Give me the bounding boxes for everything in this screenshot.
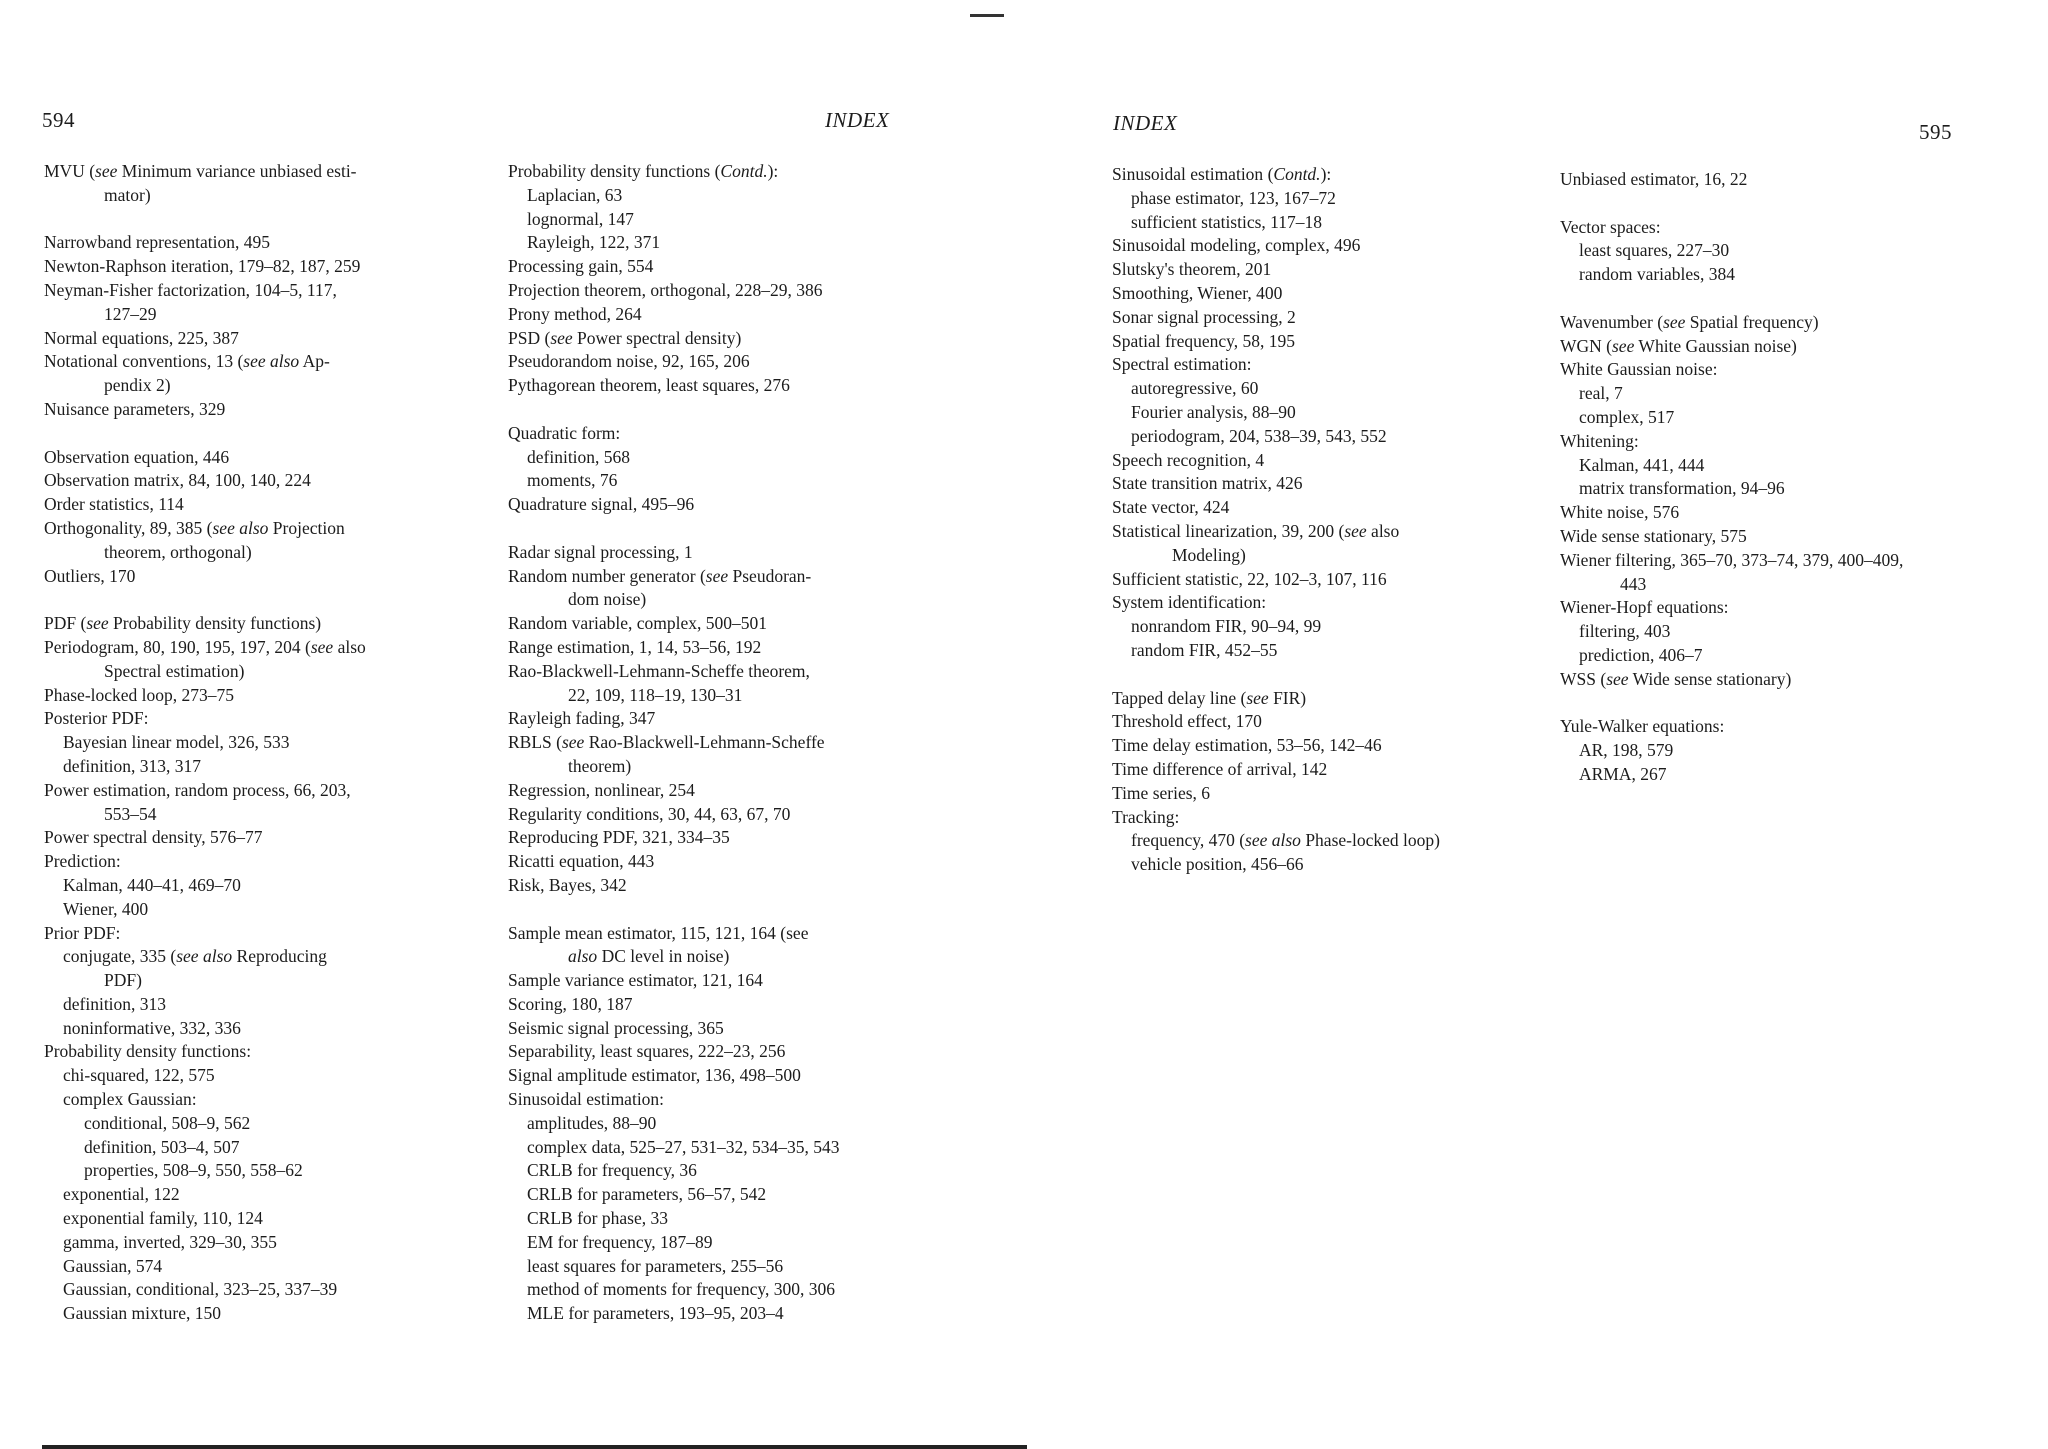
index-entry xyxy=(508,660,840,708)
entry-text: random variables, 384 xyxy=(1579,264,1735,285)
index-subentry xyxy=(1112,639,1440,663)
index-entry xyxy=(508,303,840,327)
index-subentry xyxy=(1560,239,1903,263)
entry-continuation: 127–29 xyxy=(104,303,157,324)
index-entry xyxy=(1560,501,1903,525)
entry-text: Normal equations, 225, 387 xyxy=(44,327,239,348)
index-entry xyxy=(44,850,366,874)
index-subentry xyxy=(44,1302,366,1326)
entry-text: Rayleigh fading, 347 xyxy=(508,708,656,729)
index-subentry xyxy=(508,446,840,470)
index-entry xyxy=(44,446,366,470)
entry-text: Risk, Bayes, 342 xyxy=(508,874,627,895)
entry-text: Probability density functions: xyxy=(44,1041,252,1062)
entry-text: Regularity conditions, 30, 44, 63, 67, 70 xyxy=(508,803,791,824)
entry-text: conjugate, 335 (see also Reproducing xyxy=(63,946,327,967)
entry-text: least squares for parameters, 255–56 xyxy=(527,1255,784,1276)
index-gap xyxy=(1560,287,1903,311)
entry-text: filtering, 403 xyxy=(1579,621,1671,642)
entry-text: Rao-Blackwell-Lehmann-Scheffe theorem, xyxy=(508,660,810,681)
index-subentry xyxy=(1560,644,1903,668)
index-gap xyxy=(44,588,366,612)
index-entry xyxy=(1112,163,1440,187)
left-page xyxy=(0,0,1024,1446)
index-entry xyxy=(508,160,840,184)
index-entry xyxy=(508,255,840,279)
index-entry xyxy=(1560,596,1903,620)
entry-text: chi-squared, 122, 575 xyxy=(63,1065,215,1086)
entry-text: Prior PDF: xyxy=(44,922,121,943)
entry-text: sufficient statistics, 117–18 xyxy=(1131,211,1323,232)
entry-text: method of moments for frequency, 300, 306 xyxy=(527,1279,835,1300)
index-entry xyxy=(508,1064,840,1088)
entry-text: matrix transformation, 94–96 xyxy=(1579,478,1785,499)
index-subentry xyxy=(44,755,366,779)
entry-text: Spectral estimation: xyxy=(1112,354,1252,375)
entry-text: Sinusoidal modeling, complex, 496 xyxy=(1112,235,1361,256)
index-entry xyxy=(1560,358,1903,382)
index-entry xyxy=(44,636,366,684)
index-gap xyxy=(508,898,840,922)
index-gap xyxy=(44,422,366,446)
index-entry xyxy=(508,422,840,446)
index-subentry xyxy=(44,1112,366,1136)
entry-text: Pythagorean theorem, least squares, 276 xyxy=(508,375,790,396)
entry-text: Unbiased estimator, 16, 22 xyxy=(1560,169,1748,189)
index-entry xyxy=(44,612,366,636)
entry-text: Spatial frequency, 58, 195 xyxy=(1112,330,1296,351)
entry-continuation: Spectral estimation) xyxy=(104,660,245,681)
index-subentry xyxy=(44,1183,366,1207)
entry-text: Gaussian mixture, 150 xyxy=(63,1303,221,1324)
entry-text: Sinusoidal estimation (Contd.): xyxy=(1112,164,1332,184)
entry-text: Random number generator (see Pseudoran- xyxy=(508,565,812,586)
entry-text: CRLB for parameters, 56–57, 542 xyxy=(527,1184,767,1205)
entry-text: Vector spaces: xyxy=(1560,216,1661,237)
entry-text: Posterior PDF: xyxy=(44,708,149,729)
index-subentry xyxy=(508,231,840,255)
entry-continuation: also DC level in noise) xyxy=(568,946,730,967)
entry-text: amplitudes, 88–90 xyxy=(527,1112,657,1133)
index-entry xyxy=(44,469,366,493)
index-subentry xyxy=(1560,477,1903,501)
entry-text: Speech recognition, 4 xyxy=(1112,449,1265,470)
index-entry xyxy=(1560,549,1903,597)
entry-continuation: 553–54 xyxy=(104,803,157,824)
index-entry xyxy=(1112,258,1440,282)
entry-text: prediction, 406–7 xyxy=(1579,644,1703,665)
entry-text: Radar signal processing, 1 xyxy=(508,541,693,562)
entry-text: Notational conventions, 13 (see also Ap- xyxy=(44,351,330,372)
entry-text: Signal amplitude estimator, 136, 498–500 xyxy=(508,1065,801,1086)
entry-continuation: 443 xyxy=(1620,573,1647,594)
entry-text: Pseudorandom noise, 92, 165, 206 xyxy=(508,351,750,372)
index-entry xyxy=(508,779,840,803)
index-subentry xyxy=(1112,829,1440,853)
entry-text: Random variable, complex, 500–501 xyxy=(508,613,768,634)
entry-text: Bayesian linear model, 326, 533 xyxy=(63,732,290,753)
entry-text: Orthogonality, 89, 385 (see also Projection xyxy=(44,517,345,538)
index-entry xyxy=(44,279,366,327)
entry-text: Nuisance parameters, 329 xyxy=(44,398,226,419)
entry-text: Threshold effect, 170 xyxy=(1112,711,1262,732)
index-entry xyxy=(1560,668,1903,692)
running-head: INDEX xyxy=(825,108,890,132)
entry-text: Smoothing, Wiener, 400 xyxy=(1112,282,1283,303)
index-entry xyxy=(508,636,840,660)
index-subentry xyxy=(44,1136,366,1160)
index-entry xyxy=(1112,734,1440,758)
index-entry xyxy=(1112,782,1440,806)
entry-text: Wiener filtering, 365–70, 373–74, 379, 400–409, xyxy=(1560,549,1904,570)
entry-text: State vector, 424 xyxy=(1112,497,1230,518)
index-entry xyxy=(1112,496,1440,520)
entry-text: complex, 517 xyxy=(1579,406,1675,427)
entry-text: periodogram, 204, 538–39, 543, 552 xyxy=(1131,425,1387,446)
index-subentry xyxy=(508,1302,840,1326)
entry-text: Time delay estimation, 53–56, 142–46 xyxy=(1112,735,1382,756)
index-entry xyxy=(508,1088,840,1112)
index-subentry xyxy=(1560,263,1903,287)
index-entry xyxy=(508,327,840,351)
right-page xyxy=(1024,0,2048,1446)
index-entry xyxy=(1112,282,1440,306)
index-entry xyxy=(1560,335,1903,359)
index-entry xyxy=(508,826,840,850)
index-subentry xyxy=(508,1278,840,1302)
entry-continuation: dom noise) xyxy=(568,589,647,610)
index-subentry xyxy=(44,1017,366,1041)
index-entry xyxy=(1560,525,1903,549)
entry-text: Sample mean estimator, 115, 121, 164 (see xyxy=(508,922,809,943)
entry-text: Slutsky's theorem, 201 xyxy=(1112,259,1272,280)
index-subentry xyxy=(1560,739,1903,763)
index-entry xyxy=(508,1017,840,1041)
entry-text: Separability, least squares, 222–23, 256 xyxy=(508,1041,786,1062)
entry-text: Observation equation, 446 xyxy=(44,446,230,467)
index-entry xyxy=(508,1040,840,1064)
entry-text: definition, 313 xyxy=(63,993,167,1014)
entry-text: White noise, 576 xyxy=(1560,502,1680,523)
index-entry xyxy=(1112,472,1440,496)
index-gap xyxy=(1560,192,1903,216)
entry-text: Observation matrix, 84, 100, 140, 224 xyxy=(44,470,311,491)
entry-text: CRLB for frequency, 36 xyxy=(527,1160,697,1181)
index-entry xyxy=(508,731,840,779)
entry-text: conditional, 508–9, 562 xyxy=(84,1112,251,1133)
index-entry xyxy=(1112,234,1440,258)
entry-text: RBLS (see Rao-Blackwell-Lehmann-Scheffe xyxy=(508,732,825,753)
entry-text: Regression, nonlinear, 254 xyxy=(508,779,695,800)
index-subentry xyxy=(1560,620,1903,644)
entry-text: complex data, 525–27, 531–32, 534–35, 543 xyxy=(527,1136,840,1157)
index-subentry xyxy=(44,1231,366,1255)
index-entry xyxy=(44,684,366,708)
index-entry xyxy=(508,874,840,898)
entry-text: exponential, 122 xyxy=(63,1184,180,1205)
running-head: INDEX xyxy=(1113,111,1178,135)
index-gap xyxy=(44,208,366,232)
entry-text: Yule-Walker equations: xyxy=(1560,716,1725,737)
index-entry xyxy=(508,612,840,636)
entry-text: WGN (see White Gaussian noise) xyxy=(1560,335,1797,356)
entry-text: Kalman, 440–41, 469–70 xyxy=(63,874,241,895)
index-entry xyxy=(1112,710,1440,734)
entry-text: Scoring, 180, 187 xyxy=(508,993,633,1014)
index-subentry xyxy=(44,993,366,1017)
entry-text: Gaussian, 574 xyxy=(63,1255,163,1276)
index-subentry xyxy=(44,1207,366,1231)
index-subentry xyxy=(44,1159,366,1183)
index-column-right-1 xyxy=(1112,163,1440,877)
entry-text: Whitening: xyxy=(1560,430,1639,451)
index-entry xyxy=(1112,330,1440,354)
entry-text: Phase-locked loop, 273–75 xyxy=(44,684,235,705)
index-subentry xyxy=(508,1183,840,1207)
entry-text: real, 7 xyxy=(1579,383,1623,404)
entry-text: gamma, inverted, 329–30, 355 xyxy=(63,1231,277,1252)
index-entry xyxy=(44,517,366,565)
entry-text: State transition matrix, 426 xyxy=(1112,473,1303,494)
index-entry xyxy=(508,850,840,874)
entry-text: nonrandom FIR, 90–94, 99 xyxy=(1131,616,1322,637)
entry-continuation: mator) xyxy=(104,184,151,205)
entry-text: Gaussian, conditional, 323–25, 337–39 xyxy=(63,1279,338,1300)
index-subentry xyxy=(44,1255,366,1279)
index-entry xyxy=(1560,216,1903,240)
index-column-left-2 xyxy=(508,160,840,1326)
index-subentry xyxy=(508,1159,840,1183)
scan-mark xyxy=(970,14,1004,17)
entry-text: Prony method, 264 xyxy=(508,303,642,324)
entry-text: Wavenumber (see Spatial frequency) xyxy=(1560,311,1819,332)
index-entry xyxy=(1560,430,1903,454)
entry-text: Narrowband representation, 495 xyxy=(44,232,270,253)
entry-text: Tapped delay line (see FIR) xyxy=(1112,687,1307,708)
entry-continuation: 22, 109, 118–19, 130–31 xyxy=(568,684,743,705)
index-subentry xyxy=(1112,211,1440,235)
index-entry xyxy=(1112,687,1440,711)
entry-text: White Gaussian noise: xyxy=(1560,359,1718,380)
entry-text: Wiener, 400 xyxy=(63,898,149,919)
index-entry xyxy=(508,350,840,374)
index-gap xyxy=(1112,663,1440,687)
entry-text: moments, 76 xyxy=(527,470,618,491)
entry-text: AR, 198, 579 xyxy=(1579,740,1674,761)
entry-text: Time difference of arrival, 142 xyxy=(1112,758,1328,779)
entry-text: Processing gain, 554 xyxy=(508,256,654,277)
index-subentry xyxy=(44,874,366,898)
index-entry xyxy=(1112,806,1440,830)
index-subentry xyxy=(1560,763,1903,787)
entry-text: Quadratic form: xyxy=(508,422,621,443)
index-entry xyxy=(44,350,366,398)
entry-text: MLE for parameters, 193–95, 203–4 xyxy=(527,1303,784,1324)
entry-text: Laplacian, 63 xyxy=(527,184,623,205)
index-entry xyxy=(1112,591,1440,615)
index-entry xyxy=(508,493,840,517)
index-entry xyxy=(508,993,840,1017)
entry-text: frequency, 470 (see also Phase-locked loop) xyxy=(1131,830,1440,851)
entry-text: Order statistics, 114 xyxy=(44,494,184,515)
entry-continuation: theorem) xyxy=(568,755,632,776)
entry-text: Kalman, 441, 444 xyxy=(1579,454,1705,475)
entry-text: System identification: xyxy=(1112,592,1267,613)
entry-text: ARMA, 267 xyxy=(1579,763,1667,784)
index-entry xyxy=(44,826,366,850)
index-subentry xyxy=(508,1136,840,1160)
index-entry xyxy=(44,398,366,422)
index-gap xyxy=(1560,692,1903,716)
index-subentry xyxy=(1560,382,1903,406)
index-entry xyxy=(508,541,840,565)
entry-text: Sonar signal processing, 2 xyxy=(1112,306,1296,327)
index-entry xyxy=(1112,568,1440,592)
entry-text: WSS (see Wide sense stationary) xyxy=(1560,668,1792,689)
entry-text: Statistical linearization, 39, 200 (see also xyxy=(1112,520,1400,541)
entry-text: autoregressive, 60 xyxy=(1131,378,1259,399)
index-entry xyxy=(508,279,840,303)
entry-continuation: theorem, orthogonal) xyxy=(104,541,252,562)
entry-text: Newton-Raphson iteration, 179–82, 187, 259 xyxy=(44,256,361,277)
index-entry xyxy=(1560,168,1903,192)
index-entry xyxy=(1112,520,1440,568)
index-gap xyxy=(508,398,840,422)
index-subentry xyxy=(508,469,840,493)
index-entry xyxy=(44,327,366,351)
index-subentry xyxy=(44,731,366,755)
entry-text: CRLB for phase, 33 xyxy=(527,1208,668,1229)
index-subentry xyxy=(44,898,366,922)
index-entry xyxy=(44,493,366,517)
index-entry xyxy=(44,1040,366,1064)
entry-text: Quadrature signal, 495–96 xyxy=(508,494,695,515)
entry-continuation: Modeling) xyxy=(1172,544,1246,565)
entry-text: properties, 508–9, 550, 558–62 xyxy=(84,1160,303,1181)
index-subentry xyxy=(508,208,840,232)
index-entry xyxy=(44,565,366,589)
index-subentry xyxy=(44,1278,366,1302)
index-entry xyxy=(508,922,840,970)
index-subentry xyxy=(44,1064,366,1088)
entry-text: Fourier analysis, 88–90 xyxy=(1131,401,1296,422)
index-subentry xyxy=(1112,853,1440,877)
index-entry xyxy=(1112,306,1440,330)
index-gap xyxy=(508,517,840,541)
index-subentry xyxy=(1112,187,1440,211)
index-entry xyxy=(1560,715,1903,739)
index-subentry xyxy=(508,1255,840,1279)
index-entry xyxy=(508,803,840,827)
index-subentry xyxy=(44,945,366,993)
entry-text: least squares, 227–30 xyxy=(1579,240,1730,261)
entry-text: Sinusoidal estimation: xyxy=(508,1089,665,1110)
entry-text: Reproducing PDF, 321, 334–35 xyxy=(508,827,730,848)
entry-text: Neyman-Fisher factorization, 104–5, 117, xyxy=(44,279,337,300)
entry-text: Wiener-Hopf equations: xyxy=(1560,597,1729,618)
index-entry xyxy=(508,707,840,731)
page-number: 595 xyxy=(1919,120,1952,144)
index-subentry xyxy=(1560,454,1903,478)
entry-text: Wide sense stationary, 575 xyxy=(1560,525,1747,546)
entry-text: definition, 503–4, 507 xyxy=(84,1136,240,1157)
index-entry xyxy=(508,374,840,398)
index-entry xyxy=(508,969,840,993)
index-entry xyxy=(1112,449,1440,473)
entry-text: PDF (see Probability density functions) xyxy=(44,613,322,634)
index-subentry xyxy=(1112,401,1440,425)
entry-text: Power estimation, random process, 66, 203, xyxy=(44,779,351,800)
index-subentry xyxy=(1560,406,1903,430)
entry-text: Seismic signal processing, 365 xyxy=(508,1017,724,1038)
index-subentry xyxy=(1112,615,1440,639)
index-subentry xyxy=(508,1112,840,1136)
entry-text: PSD (see Power spectral density) xyxy=(508,327,742,348)
entry-continuation: pendix 2) xyxy=(104,375,171,396)
page-number: 594 xyxy=(42,108,75,132)
index-entry xyxy=(44,160,366,208)
entry-text: random FIR, 452–55 xyxy=(1131,639,1278,660)
entry-text: MVU (see Minimum variance unbiased esti- xyxy=(44,161,357,181)
entry-text: Periodogram, 80, 190, 195, 197, 204 (see also xyxy=(44,636,366,657)
entry-text: Time series, 6 xyxy=(1112,782,1211,803)
index-subentry xyxy=(508,1231,840,1255)
index-entry xyxy=(44,922,366,946)
entry-text: vehicle position, 456–66 xyxy=(1131,854,1304,875)
entry-text: phase estimator, 123, 167–72 xyxy=(1131,187,1336,208)
entry-text: Power spectral density, 576–77 xyxy=(44,827,263,848)
entry-text: Range estimation, 1, 14, 53–56, 192 xyxy=(508,636,762,657)
index-entry xyxy=(44,779,366,827)
entry-text: definition, 568 xyxy=(527,446,631,467)
entry-text: Outliers, 170 xyxy=(44,565,136,586)
entry-text: Tracking: xyxy=(1112,806,1180,827)
entry-text: lognormal, 147 xyxy=(527,208,634,229)
entry-text: Sample variance estimator, 121, 164 xyxy=(508,970,763,991)
entry-text: complex Gaussian: xyxy=(63,1089,197,1110)
index-entry xyxy=(44,255,366,279)
entry-text: definition, 313, 317 xyxy=(63,755,202,776)
entry-text: EM for frequency, 187–89 xyxy=(527,1231,713,1252)
entry-text: exponential family, 110, 124 xyxy=(63,1208,263,1229)
index-entry xyxy=(44,707,366,731)
index-column-left-1 xyxy=(44,160,366,1326)
index-entry xyxy=(1112,758,1440,782)
entry-text: Prediction: xyxy=(44,851,121,872)
index-column-right-2 xyxy=(1560,168,1903,787)
index-subentry xyxy=(1112,377,1440,401)
entry-text: Ricatti equation, 443 xyxy=(508,851,655,872)
index-subentry xyxy=(508,184,840,208)
index-subentry xyxy=(44,1088,366,1112)
index-entry xyxy=(1112,353,1440,377)
entry-text: noninformative, 332, 336 xyxy=(63,1017,241,1038)
entry-text: Sufficient statistic, 22, 102–3, 107, 116 xyxy=(1112,568,1387,589)
index-entry xyxy=(508,565,840,613)
index-entry xyxy=(1560,311,1903,335)
entry-text: Probability density functions (Contd.): xyxy=(508,161,779,181)
entry-continuation: PDF) xyxy=(104,970,142,991)
index-entry xyxy=(44,231,366,255)
entry-text: Projection theorem, orthogonal, 228–29, 386 xyxy=(508,279,823,300)
index-subentry xyxy=(508,1207,840,1231)
entry-text: Rayleigh, 122, 371 xyxy=(527,232,661,253)
index-subentry xyxy=(1112,425,1440,449)
